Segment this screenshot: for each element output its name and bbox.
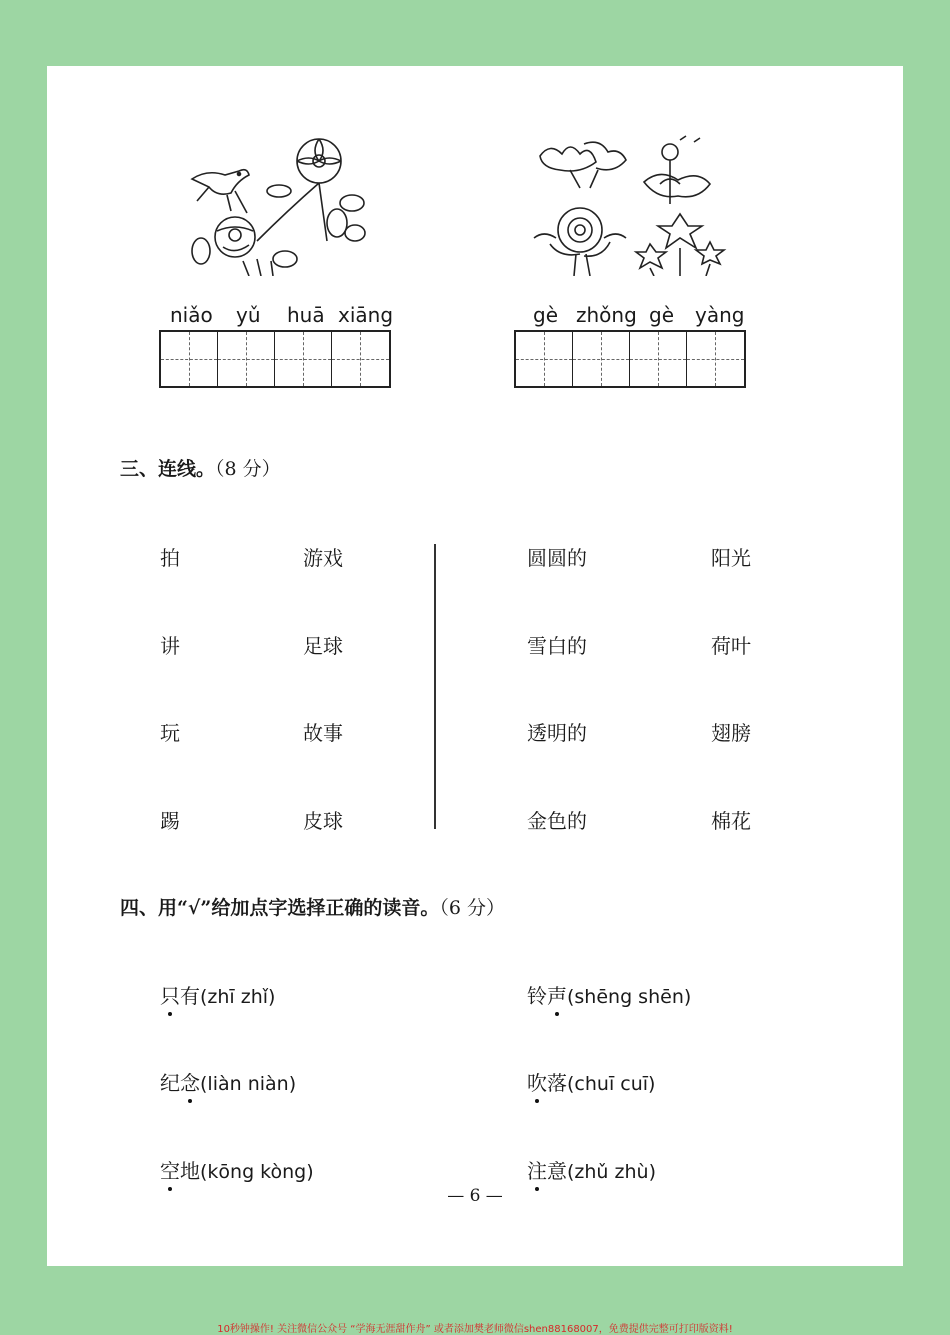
bird-flower-illustration — [187, 131, 367, 276]
dotted-character: 只 — [160, 980, 180, 1009]
character: 意 — [547, 1159, 567, 1183]
pronunciation-item[interactable] — [527, 980, 691, 1009]
character: 地 — [180, 1159, 200, 1183]
pinyin-syllable: yǔ — [236, 303, 261, 327]
dotted-character: 注 — [527, 1155, 547, 1184]
match-word-verb[interactable]: 玩 — [160, 721, 180, 745]
match-word-noun[interactable]: 足球 — [303, 634, 343, 658]
grid-cell[interactable] — [275, 332, 332, 386]
match-word-adjective[interactable]: 圆圆的 — [527, 546, 587, 570]
emphasis-dot — [555, 1012, 559, 1016]
pinyin-options[interactable]: (kōng kòng) — [200, 1161, 314, 1183]
grid-cell[interactable] — [516, 332, 573, 386]
emphasis-dot — [168, 1012, 172, 1016]
character: 铃 — [527, 984, 547, 1008]
pinyin-options[interactable]: (zhǔ zhù) — [567, 1161, 656, 1183]
character: 落 — [547, 1071, 567, 1095]
various-flowers-illustration — [530, 134, 730, 276]
dotted-character: 声 — [547, 980, 567, 1009]
pronunciation-item[interactable] — [527, 1155, 656, 1184]
writing-grid-left[interactable] — [159, 330, 391, 388]
pinyin-syllable: niǎo — [170, 303, 213, 327]
match-word-adjective[interactable]: 金色的 — [527, 809, 587, 833]
match-word-object[interactable]: 翅膀 — [711, 721, 751, 745]
character: 纪 — [160, 1071, 180, 1095]
match-word-adjective[interactable]: 透明的 — [527, 721, 587, 745]
pinyin-options[interactable]: (shēng shēn) — [567, 986, 692, 1008]
section-3-title — [120, 454, 281, 481]
pronunciation-item[interactable] — [160, 980, 275, 1009]
match-word-object[interactable]: 棉花 — [711, 809, 751, 833]
emphasis-dot — [535, 1099, 539, 1103]
footer-promo-note: 10秒钟操作! 关注微信公众号 “学海无涯甜作舟” 或者添加樊老师微信shen88168007，免费提供完整可打印版资料! — [217, 1324, 733, 1335]
pinyin-syllable: yàng — [695, 303, 745, 327]
character: 有 — [180, 984, 200, 1008]
section-3-score: （8 分） — [215, 458, 281, 480]
pronunciation-item[interactable] — [527, 1067, 655, 1096]
match-word-verb[interactable]: 踢 — [160, 809, 180, 833]
pinyin-syllable: xiāng — [338, 303, 394, 327]
grid-cell[interactable] — [630, 332, 687, 386]
grid-cell[interactable] — [218, 332, 275, 386]
match-word-object[interactable]: 荷叶 — [711, 634, 751, 658]
worksheet-page — [47, 66, 903, 1266]
pinyin-options[interactable]: (chuī cuī) — [567, 1073, 656, 1095]
page-number: — 6 — — [447, 1186, 503, 1206]
match-word-noun[interactable]: 游戏 — [303, 546, 343, 570]
pronunciation-item[interactable] — [160, 1067, 296, 1096]
section-4-title — [120, 893, 505, 920]
section-4-title-text: 四、用“√”给加点字选择正确的读音。 — [120, 897, 440, 919]
section-3-title-text: 三、连线。 — [120, 458, 216, 480]
match-word-verb[interactable]: 讲 — [160, 634, 180, 658]
grid-cell[interactable] — [161, 332, 218, 386]
match-word-noun[interactable]: 皮球 — [303, 809, 343, 833]
dotted-character: 吹 — [527, 1067, 547, 1096]
match-word-verb[interactable]: 拍 — [160, 546, 180, 570]
emphasis-dot — [188, 1099, 192, 1103]
grid-cell[interactable] — [332, 332, 389, 386]
column-divider — [434, 544, 436, 829]
match-word-noun[interactable]: 故事 — [303, 721, 343, 745]
pinyin-syllable: huā — [287, 303, 325, 327]
dotted-character: 念 — [180, 1067, 200, 1096]
match-word-adjective[interactable]: 雪白的 — [527, 634, 587, 658]
dotted-character: 空 — [160, 1155, 180, 1184]
grid-cell[interactable] — [687, 332, 744, 386]
pinyin-syllable: zhǒng — [576, 303, 637, 327]
pinyin-options[interactable]: (zhī zhǐ) — [200, 986, 276, 1008]
match-word-object[interactable]: 阳光 — [711, 546, 751, 570]
pinyin-options[interactable]: (liàn niàn) — [200, 1073, 297, 1095]
pinyin-row-right — [515, 303, 755, 329]
pinyin-syllable: gè — [533, 303, 558, 327]
writing-grid-right[interactable] — [514, 330, 746, 388]
section-4-score: （6 分） — [439, 897, 505, 919]
grid-cell[interactable] — [573, 332, 630, 386]
pinyin-row-left — [160, 303, 400, 329]
pinyin-syllable: gè — [649, 303, 674, 327]
pronunciation-item[interactable] — [160, 1155, 314, 1184]
